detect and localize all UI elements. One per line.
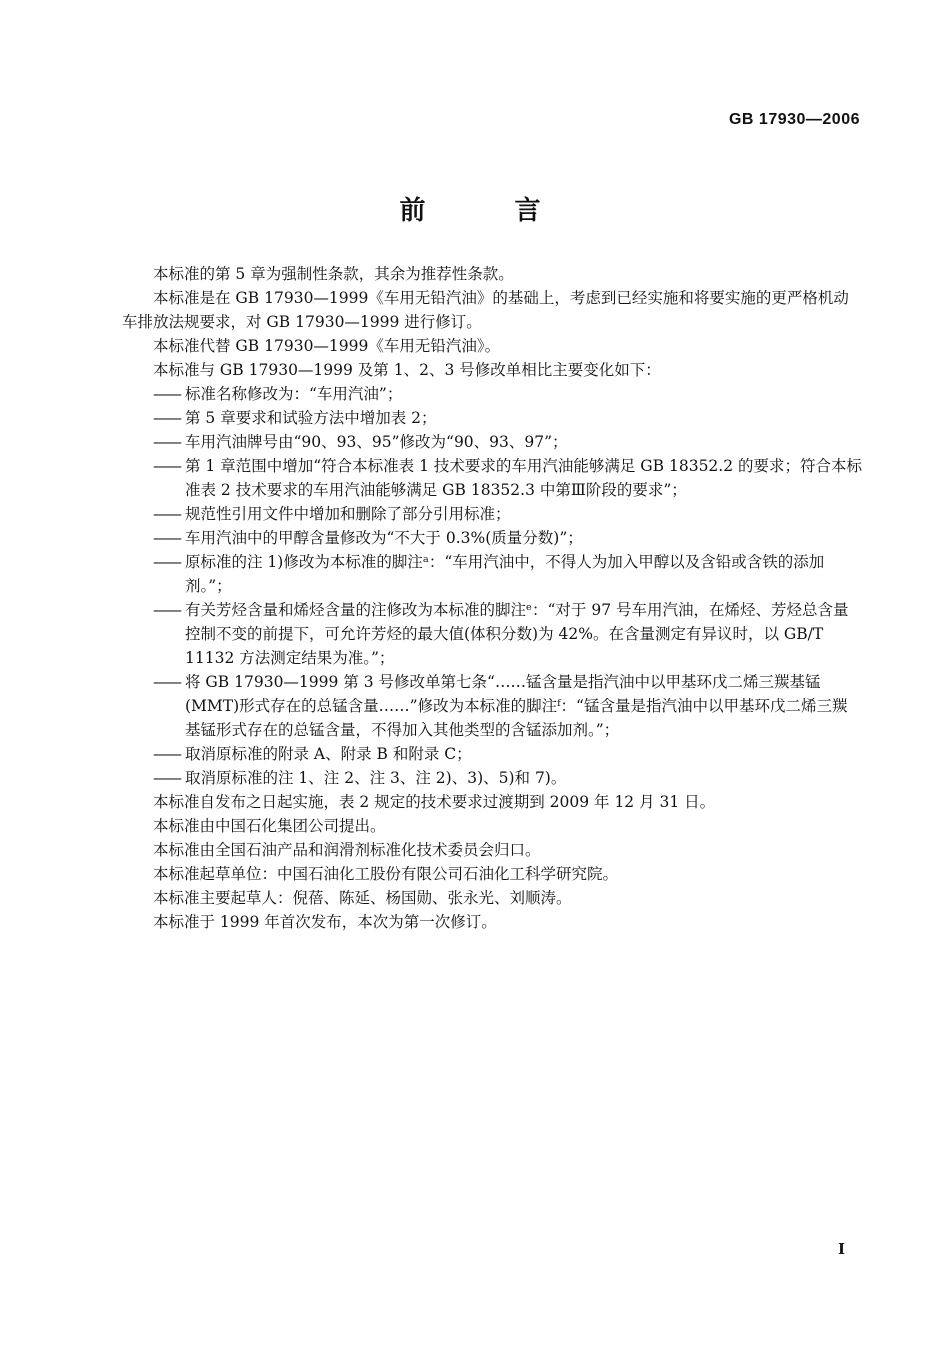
standard-code: GB 17930—2006 xyxy=(728,111,860,128)
list-item-text: 第 5 章要求和试验方法中增加表 2； xyxy=(185,409,437,427)
list-item xyxy=(122,406,862,430)
changes-list xyxy=(122,382,862,790)
dash-marker: —— xyxy=(153,769,180,787)
list-item xyxy=(122,502,862,526)
list-item xyxy=(122,550,862,598)
paragraph: 本标准起草单位：中国石油化工股份有限公司石油化工科学研究院。 xyxy=(153,865,619,883)
dash-marker: —— xyxy=(153,385,180,403)
list-item-text: 规范性引用文件中增加和删除了部分引用标准； xyxy=(185,505,511,523)
paragraph: 本标准主要起草人：倪蓓、陈延、杨国勋、张永光、刘顺涛。 xyxy=(153,889,572,907)
paragraph: 本标准与 GB 17930—1999 及第 1、2、3 号修改单相比主要变化如下： xyxy=(153,361,661,379)
paragraph: 本标准于 1999 年首次发布，本次为第一次修订。 xyxy=(153,913,497,931)
list-item-text: 将 GB 17930—1999 第 3 号修改单第七条“……锰含量是指汽油中以甲基环戊二烯三羰基锰(MMT)形式存在的总锰含量……”修改为本标准的脚注ᶠ：“锰含量是指汽油中以甲基环戊二烯三羰基锰形式存在的总锰含量，不得加入其他类型的含锰添加剂。”； xyxy=(185,673,848,739)
list-item-text: 取消原标准的注 1、注 2、注 3、注 2)、3)、5)和 7)。 xyxy=(185,769,567,787)
foreword-content xyxy=(122,262,862,934)
paragraph: 本标准的第 5 章为强制性条款，其余为推荐性条款。 xyxy=(153,265,514,283)
list-item xyxy=(122,670,862,742)
list-item-text: 第 1 章范围中增加“符合本标准表 1 技术要求的车用汽油能够满足 GB 18352.2 的要求；符合本标准表 2 技术要求的车用汽油能够满足 GB 18352.3 中第Ⅲ阶段的要求”； xyxy=(185,457,863,499)
dash-marker: —— xyxy=(153,673,180,691)
paragraph: 本标准代替 GB 17930—1999《车用无铅汽油》。 xyxy=(153,337,501,355)
page-number: I xyxy=(838,1240,846,1258)
page-title: 前 言 xyxy=(399,196,581,226)
list-item xyxy=(122,526,862,550)
list-item xyxy=(122,382,862,406)
list-item-text: 原标准的注 1)修改为本标准的脚注ᵃ：“车用汽油中，不得人为加入甲醇以及含铅或含铁的添加剂。”； xyxy=(185,553,825,595)
paragraph: 本标准是在 GB 17930—1999《车用无铅汽油》的基础上，考虑到已经实施和将要实施的更严格机动车排放法规要求，对 GB 17930—1999 进行修订。 xyxy=(122,289,849,331)
list-item-text: 标准名称修改为：“车用汽油”； xyxy=(185,385,403,403)
dash-marker: —— xyxy=(153,409,180,427)
dash-marker: —— xyxy=(153,505,180,523)
list-item xyxy=(122,742,862,766)
list-item-text: 取消原标准的附录 A、附录 B 和附录 C； xyxy=(185,745,472,763)
dash-marker: —— xyxy=(153,745,180,763)
list-item xyxy=(122,598,862,670)
list-item-text: 有关芳烃含量和烯烃含量的注修改为本标准的脚注ᵉ：“对于 97 号车用汽油，在烯烃、芳烃总含量控制不变的前提下，可允许芳烃的最大值(体积分数)为 42%。在含量测定有异议时，以 GB/T 11132 方法测定结果为准。”； xyxy=(185,601,849,667)
dash-marker: —— xyxy=(153,529,180,547)
list-item-text: 车用汽油牌号由“90、93、95”修改为“90、93、97”； xyxy=(185,433,568,451)
dash-marker: —— xyxy=(153,553,180,571)
dash-marker: —— xyxy=(153,433,180,451)
paragraph: 本标准自发布之日起实施，表 2 规定的技术要求过渡期到 2009 年 12 月 31 日。 xyxy=(153,793,716,811)
dash-marker: —— xyxy=(153,457,180,475)
list-item xyxy=(122,430,862,454)
dash-marker: —— xyxy=(153,601,180,619)
list-item xyxy=(122,766,862,790)
paragraph: 本标准由全国石油产品和润滑剂标准化技术委员会归口。 xyxy=(153,841,541,859)
paragraph: 本标准由中国石化集团公司提出。 xyxy=(153,817,386,835)
list-item xyxy=(122,454,862,502)
list-item-text: 车用汽油中的甲醇含量修改为“不大于 0.3%(质量分数)”； xyxy=(185,529,583,547)
